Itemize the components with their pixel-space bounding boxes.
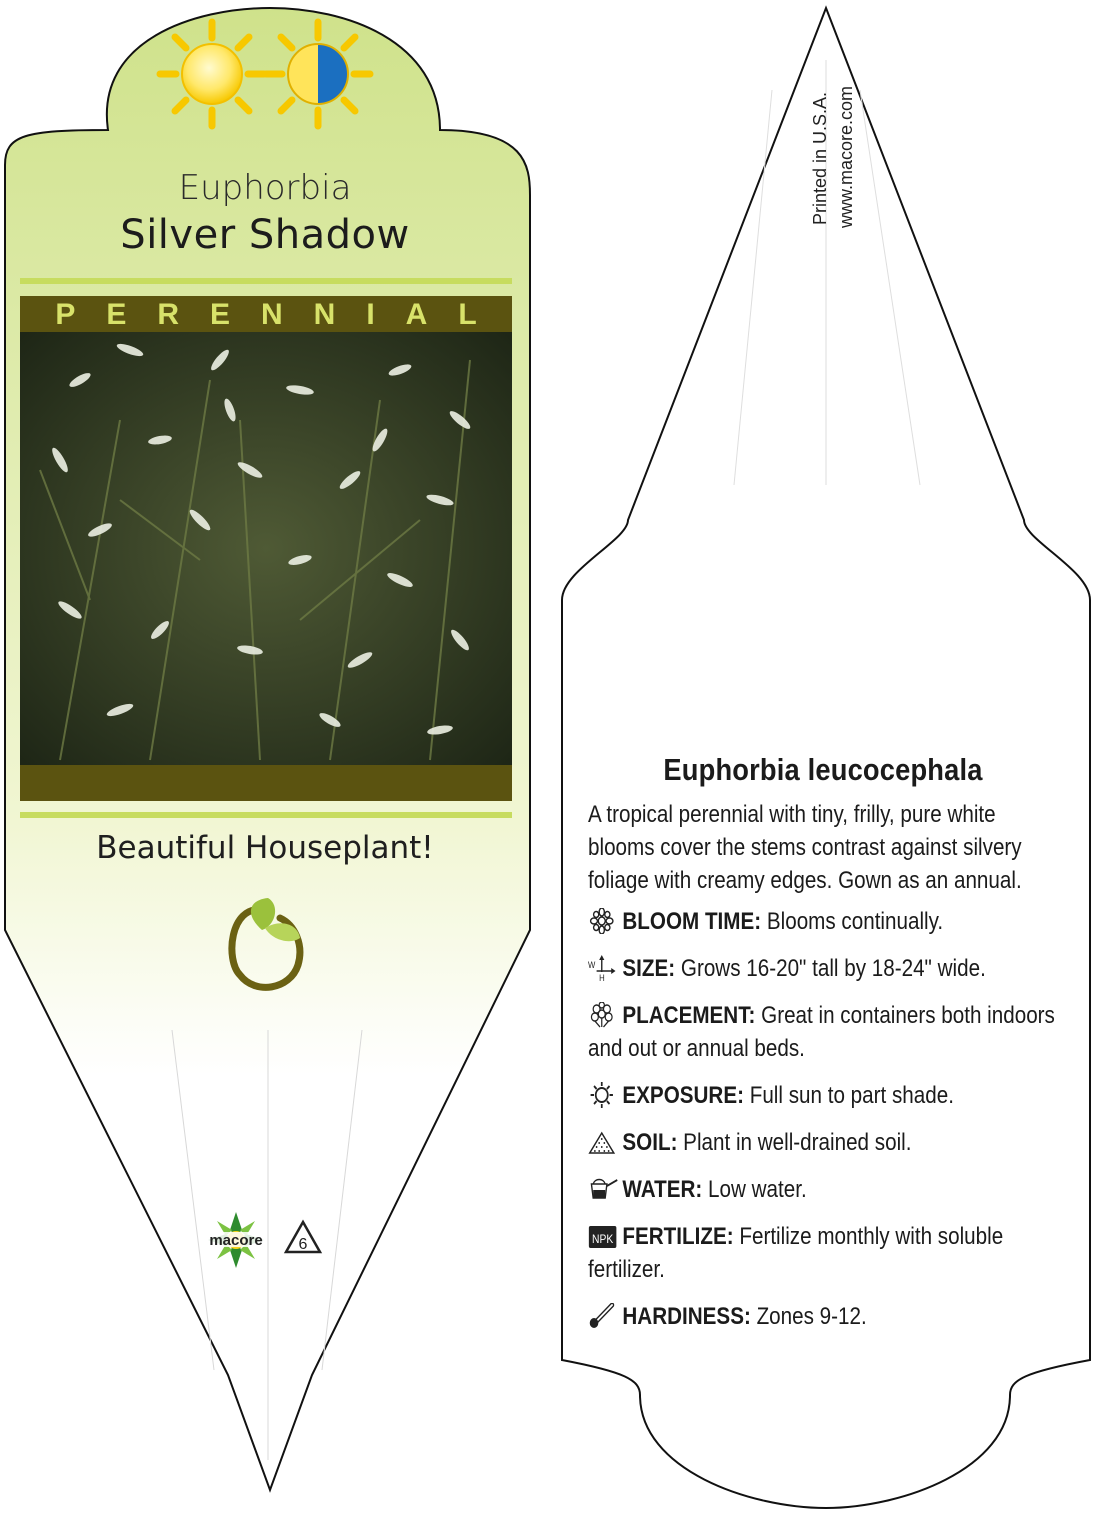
care-text: Fertilize monthly with soluble	[739, 1223, 1004, 1250]
printed-in-usa: Printed in U.S.A.	[810, 91, 830, 225]
care-label: HARDINESS:	[622, 1303, 751, 1330]
care-label: SIZE:	[622, 955, 676, 982]
bloom-icon	[588, 908, 621, 934]
care-label: SOIL:	[622, 1129, 678, 1156]
care-text: Low water.	[708, 1176, 807, 1203]
care-fertilize-continued: fertilizer.	[588, 1256, 665, 1283]
care-hardiness	[588, 1300, 1057, 1333]
care-label: FERTILIZE:	[622, 1223, 734, 1250]
care-text: Great in containers both indoors	[761, 1002, 1055, 1029]
care-text: Grows 16-20" tall by 18-24" wide.	[680, 955, 986, 982]
svg-text:H: H	[599, 972, 605, 981]
cultivar-name: Silver Shadow	[120, 212, 410, 258]
website-url: www.macore.com	[836, 85, 856, 228]
placement-icon	[588, 1002, 621, 1028]
care-label: EXPOSURE:	[622, 1082, 744, 1109]
care-water	[588, 1173, 1057, 1206]
care-label: WATER:	[622, 1176, 703, 1203]
svg-text:W: W	[588, 959, 596, 971]
svg-text:NPK: NPK	[592, 1233, 614, 1247]
size-icon	[588, 955, 621, 981]
hardiness-icon	[588, 1303, 621, 1329]
plant-description: A tropical perennial with tiny, frilly, pure white blooms cover the stems contrast against silvery foliage with creamy edges. Gown as an annual.	[588, 801, 1022, 894]
band-top-light	[20, 278, 512, 284]
care-text: Full sun to part shade.	[749, 1082, 954, 1109]
care-label: BLOOM TIME:	[622, 908, 762, 935]
category-label: PERENNIAL	[55, 298, 508, 331]
svg-text:6: 6	[298, 1236, 308, 1253]
svg-text:macore: macore	[209, 1232, 263, 1249]
full-sun-icon	[160, 22, 264, 126]
care-text: Blooms continually.	[766, 908, 944, 935]
care-text: Zones 9-12.	[756, 1303, 867, 1330]
back-copy	[588, 752, 1058, 1347]
care-label: PLACEMENT:	[622, 1002, 756, 1029]
fertilize-icon	[588, 1223, 621, 1249]
care-size	[588, 952, 1057, 985]
care-placement-continued: and out or annual beds.	[588, 1035, 805, 1062]
scientific-name: Euphorbia leucocephala	[663, 752, 983, 787]
band-bottom-light	[20, 812, 512, 818]
care-text: Plant in well-drained soil.	[683, 1129, 912, 1156]
care-bloom-time	[588, 905, 1057, 938]
soil-icon	[588, 1129, 621, 1155]
part-sun-icon	[266, 22, 370, 126]
care-soil	[588, 1126, 1057, 1159]
plant-photo	[20, 332, 512, 765]
tagline: Beautiful Houseplant!	[96, 830, 434, 866]
bottom-band	[20, 765, 512, 801]
care-fertilize	[588, 1220, 1057, 1253]
genus-name: Euphorbia	[178, 168, 352, 208]
water-icon	[588, 1176, 621, 1202]
care-exposure	[588, 1079, 1057, 1112]
exposure-icon	[588, 1082, 621, 1108]
care-placement	[588, 999, 1057, 1032]
